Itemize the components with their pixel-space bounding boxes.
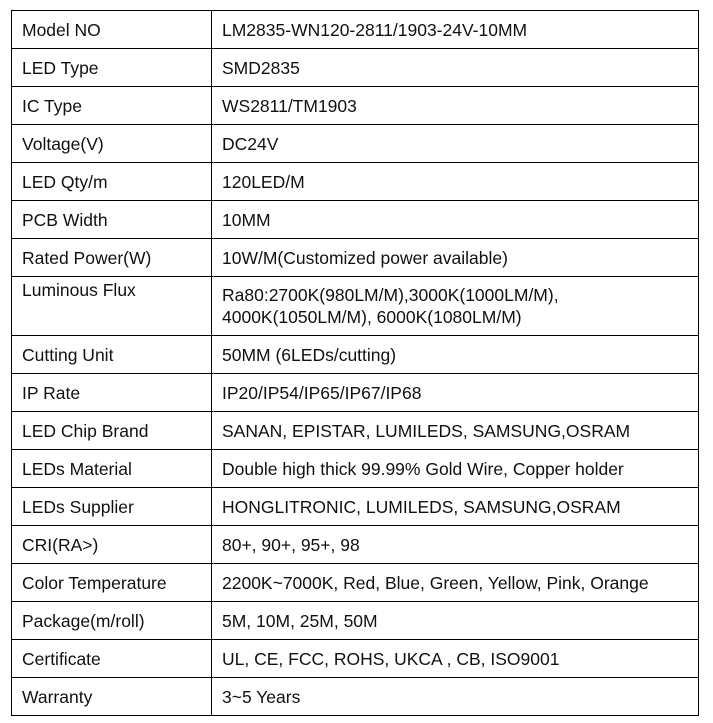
spec-value: 10MM	[212, 201, 699, 239]
table-row	[12, 678, 699, 716]
spec-label: Package(m/roll)	[12, 602, 212, 640]
spec-value: SMD2835	[212, 49, 699, 87]
spec-label: IP Rate	[12, 374, 212, 412]
spec-value: SANAN, EPISTAR, LUMILEDS, SAMSUNG,OSRAM	[212, 412, 699, 450]
table-row	[12, 277, 699, 336]
spec-value: UL, CE, FCC, ROHS, UKCA , CB, ISO9001	[212, 640, 699, 678]
spec-value-line: 4000K(1050LM/M), 6000K(1080LM/M)	[222, 307, 522, 327]
table-row	[12, 488, 699, 526]
spec-value: 120LED/M	[212, 163, 699, 201]
spec-value: 80+, 90+, 95+, 98	[212, 526, 699, 564]
spec-value: 10W/M(Customized power available)	[212, 239, 699, 277]
spec-label: Model NO	[12, 11, 212, 49]
spec-label: Luminous Flux	[12, 277, 212, 336]
spec-label: LED Chip Brand	[12, 412, 212, 450]
table-row	[12, 564, 699, 602]
spec-value: 50MM (6LEDs/cutting)	[212, 336, 699, 374]
spec-value: WS2811/TM1903	[212, 87, 699, 125]
spec-label: LED Qty/m	[12, 163, 212, 201]
table-row	[12, 125, 699, 163]
table-row	[12, 201, 699, 239]
spec-value	[212, 277, 699, 336]
spec-label: Rated Power(W)	[12, 239, 212, 277]
spec-value-line: Ra80:2700K(980LM/M),3000K(1000LM/M),	[222, 285, 559, 305]
spec-value: 2200K~7000K, Red, Blue, Green, Yellow, Pink, Orange	[212, 564, 699, 602]
spec-label: Warranty	[12, 678, 212, 716]
spec-value: IP20/IP54/IP65/IP67/IP68	[212, 374, 699, 412]
spec-value: DC24V	[212, 125, 699, 163]
spec-value: Double high thick 99.99% Gold Wire, Copper holder	[212, 450, 699, 488]
table-row	[12, 49, 699, 87]
spec-value: 3~5 Years	[212, 678, 699, 716]
table-row	[12, 602, 699, 640]
spec-label: Certificate	[12, 640, 212, 678]
table-row	[12, 526, 699, 564]
table-row	[12, 11, 699, 49]
table-row	[12, 374, 699, 412]
spec-label: LED Type	[12, 49, 212, 87]
spec-label: LEDs Material	[12, 450, 212, 488]
spec-label: Voltage(V)	[12, 125, 212, 163]
spec-table	[11, 10, 699, 716]
spec-label: PCB Width	[12, 201, 212, 239]
table-row	[12, 640, 699, 678]
table-row	[12, 239, 699, 277]
table-row	[12, 450, 699, 488]
table-row	[12, 87, 699, 125]
spec-value: 5M, 10M, 25M, 50M	[212, 602, 699, 640]
spec-label: IC Type	[12, 87, 212, 125]
table-row	[12, 336, 699, 374]
spec-label: Color Temperature	[12, 564, 212, 602]
table-row	[12, 412, 699, 450]
spec-value: LM2835-WN120-2811/1903-24V-10MM	[212, 11, 699, 49]
spec-label: CRI(RA>)	[12, 526, 212, 564]
spec-value: HONGLITRONIC, LUMILEDS, SAMSUNG,OSRAM	[212, 488, 699, 526]
table-row	[12, 163, 699, 201]
spec-label: LEDs Supplier	[12, 488, 212, 526]
spec-label: Cutting Unit	[12, 336, 212, 374]
